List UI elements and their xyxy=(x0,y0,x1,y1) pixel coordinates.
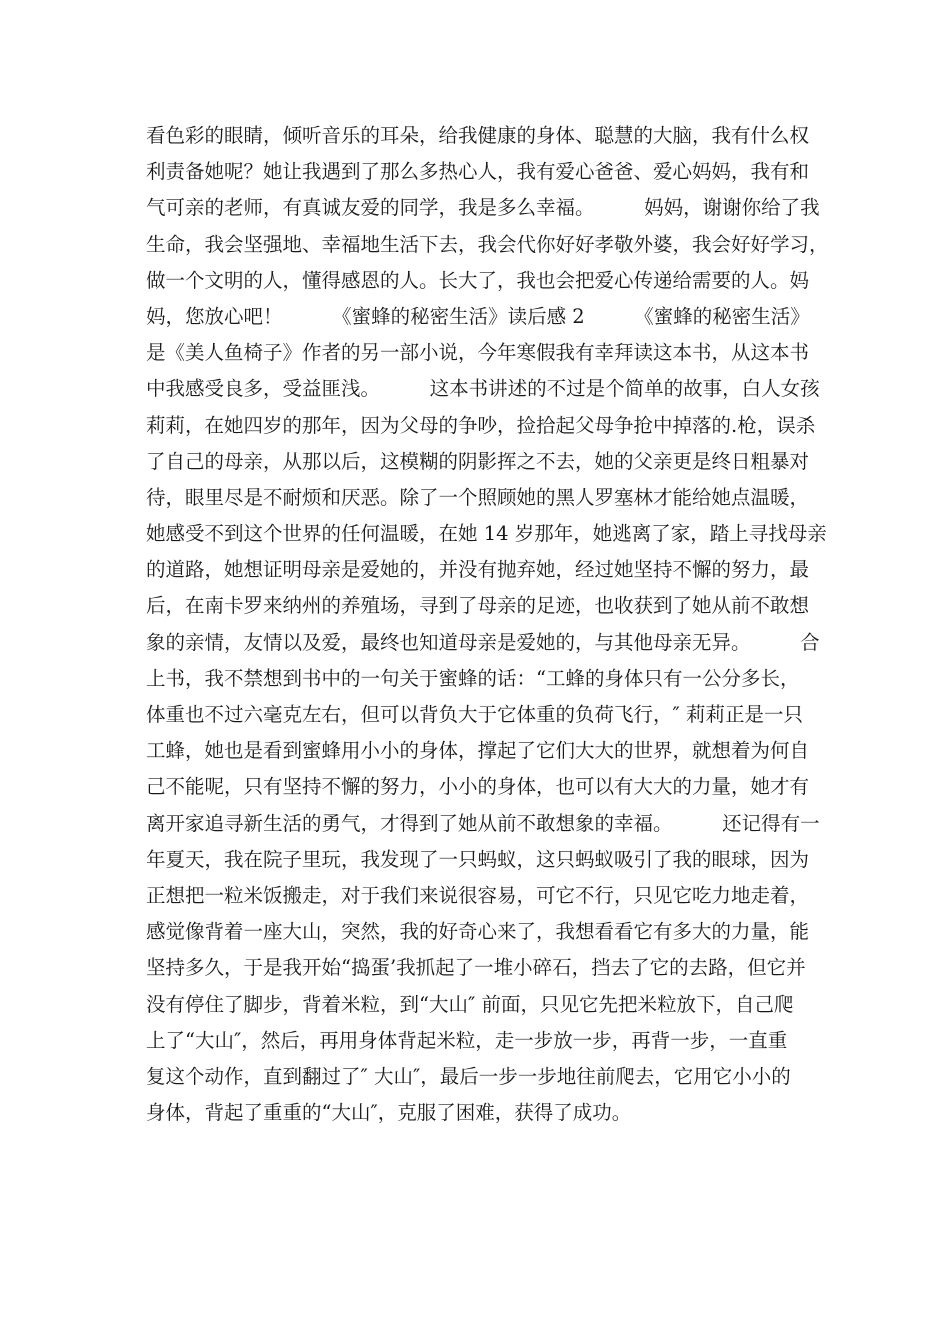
text-line: 坚持多久，于是我开始“捣蛋’我抓起了一堆小碎石，挡去了它的去路，但它并 xyxy=(146,956,806,980)
text-line: 离开家追寻新生活的勇气，才得到了她从前不敢想象的幸福。 还记得有一 xyxy=(146,811,820,835)
text-line: 感觉像背着一座大山，突然，我的好奇心来了，我想看看它有多大的力量，能 xyxy=(146,920,810,944)
text-line: 年夏天，我在院子里玩，我发现了一只蚂蚁，这只蚂蚁吸引了我的眼球，因为 xyxy=(146,847,810,871)
text-line: 待，眼里尽是不耐烦和厌恶。除了一个照顾她的黑人罗塞林才能给她点温暖， xyxy=(146,485,810,509)
text-line: 她感受不到这个世界的任何温暖，在她 14 岁那年，她逃离了家，踏上寻找母亲 xyxy=(146,522,827,546)
text-line: 复这个动作，直到翻过了″ 大山″，最后一步一步地往前爬去，它用它小小的 xyxy=(146,1064,791,1088)
text-line: 气可亲的老师，有真诚友爱的同学，我是多么幸福。 妈妈，谢谢你给了我 xyxy=(146,196,820,220)
text-line: 体重也不过六毫克左右，但可以背负大于它体重的负荷飞行，″ 莉莉正是一只 xyxy=(146,703,803,726)
text-line: 做一个文明的人，懂得感恩的人。长大了，我也会把爱心传递给需要的人。妈 xyxy=(146,268,810,292)
text-line: 上了“大山″，然后，再用身体背起米粒，走一步放一步，再背一步，一直重 xyxy=(146,1028,788,1052)
text-line: 是《美人鱼椅子》作者的另一部小说，今年寒假我有幸拜读这本书，从这本书 xyxy=(146,341,810,365)
text-line: 没有停住了脚步，背着米粒，到“大山″ 前面，只见它先把米粒放下，自己爬 xyxy=(146,992,794,1016)
text-line: 了自己的母亲，从那以后，这模糊的阴影挥之不去，她的父亲更是终日粗暴对 xyxy=(146,449,810,473)
text-line: 身体，背起了重重的“大山″，克服了困难，获得了成功。 xyxy=(146,1101,632,1125)
text-line: 的道路，她想证明母亲是爱她的，并没有抛弃她，经过她坚持不懈的努力，最 xyxy=(146,558,810,582)
text-line: 工蜂，她也是看到蜜蜂用小小的身体，撑起了它们大大的世界，就想着为何自 xyxy=(146,739,810,763)
text-line: 生命，我会坚强地、幸福地生活下去，我会代你好好孝敬外婆，我会好好学习， xyxy=(146,232,829,256)
body-text xyxy=(146,118,829,1131)
text-line: 中我感受良多，受益匪浅。 这本书讲述的不过是个简单的故事，白人女孩 xyxy=(146,377,820,401)
text-line: 看色彩的眼睛，倾听音乐的耳朵，给我健康的身体、聪慧的大脑，我有什么权 xyxy=(146,124,810,147)
text-line: 利责备她呢？她让我遇到了那么多热心人，我有爱心爸爸、爱心妈妈，我有和 xyxy=(146,160,810,184)
text-line: 妈，您放心吧！ 《蜜蜂的秘密生活》读后感 2 《蜜蜂的秘密生活》 xyxy=(146,304,810,328)
text-line: 己不能呢，只有坚持不懈的努力，小小的身体，也可以有大大的力量，她才有 xyxy=(146,775,810,799)
text-line: 莉莉，在她四岁的那年，因为父母的争吵，捡拾起父母争抢中掉落的.枪，误杀 xyxy=(146,413,816,437)
text-line: 象的亲情，友情以及爱，最终也知道母亲是爱她的，与其他母亲无异。 合 xyxy=(146,630,820,654)
text-line: 上书，我不禁想到书中的一句关于蜜蜂的话：“工蜂的身体只有一公分多长， xyxy=(146,666,800,690)
text-line: 正想把一粒米饭搬走，对于我们来说很容易，可它不行，只见它吃力地走着， xyxy=(146,883,810,907)
text-line: 后，在南卡罗来纳州的养殖场，寻到了母亲的足迹，也收获到了她从前不敢想 xyxy=(146,594,810,618)
